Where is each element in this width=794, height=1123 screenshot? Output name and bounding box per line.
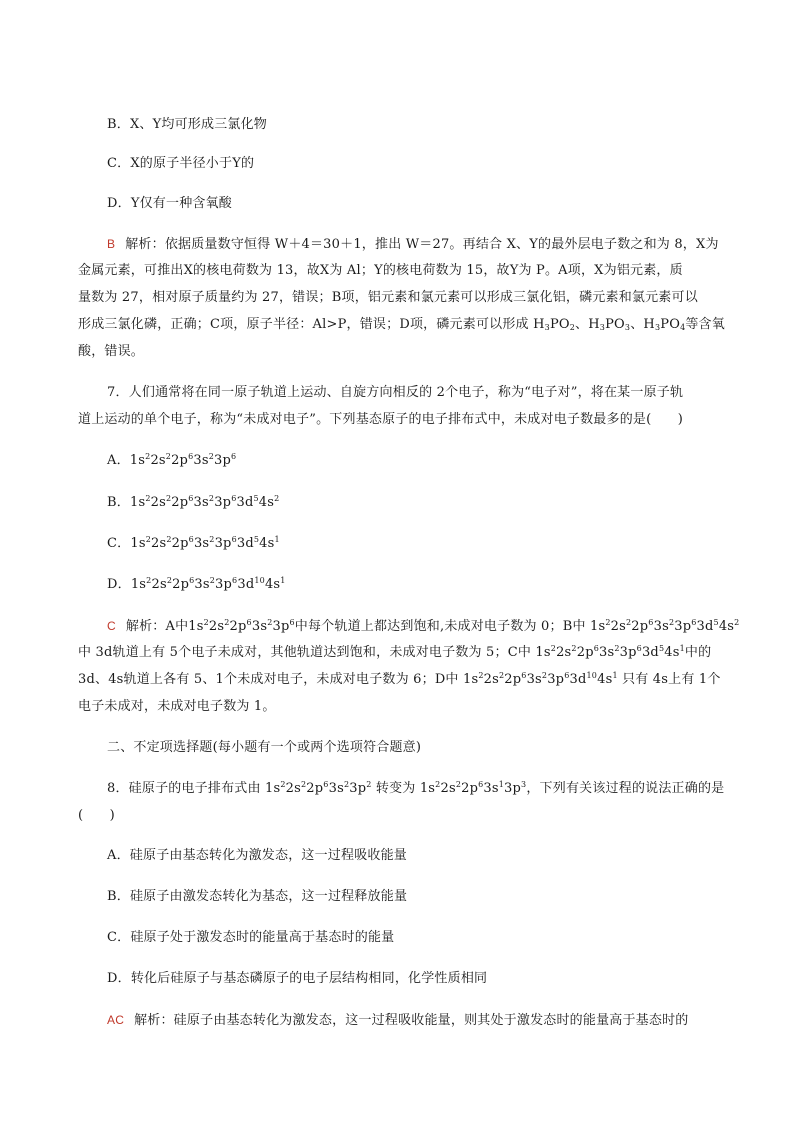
q7-answer-line-3: 3d、4s轨道上各有 5、1个未成对电子，未成对电子数为 6；D中 $1s^22s^22p^63s^23p^63d^{10}4s^1$ 只有 4s上有 1个: [78, 671, 721, 687]
q6-answer-line-4: 形成三氯化磷，正确；C项，原子半径：Al>P，错误；D项，磷元素可以形成 $H_3PO_2$、$H_3PO_3$、$H_3PO_4$等含氧: [78, 317, 725, 332]
answer-mark: C: [107, 619, 116, 633]
q6-answer-line-1: B 解析：依据质量数守恒得 W＋4＝30＋1，推出 W＝27。再结合 X、Y的最外层电子数之和为 8，X为: [107, 237, 719, 252]
q8-answer-line-1: AC 解析：硅原子由基态转化为激发态，这一过程吸收能量，则其处于激发态时的能量高于基态时的: [107, 1013, 689, 1028]
q7-answer-line-1: C 解析：A中$1s^22s^22p^63s^23p^6$中每个轨道上都达到饱和,未成对电子数为 0；B中 $1s^22s^22p^63s^23p^63d^54s^2$: [107, 618, 740, 634]
q7-stem-line-1: 7．人们通常将在同一原子轨道上运动、自旋方向相反的 2个电子，称为“电子对”，将在某一原子轨: [107, 385, 684, 400]
q7-answer-line-4: 电子未成对，未成对电子数为 1。: [78, 699, 276, 714]
section-heading: 二、不定项选择题(每小题有一个或两个选项符合题意): [107, 740, 422, 755]
answer-mark: AC: [107, 1013, 125, 1027]
q7-option-d: D．$1s^22s^22p^63s^23p^63d^{10}4s^1$: [107, 576, 286, 592]
q6-answer-line-5: 酸，错误。: [78, 344, 145, 359]
q8-option-a: A．硅原子由基态转化为激发态，这一过程吸收能量: [107, 848, 407, 863]
q8-stem-line-2: ( ): [78, 808, 115, 823]
q6-option-b: B．X、Y均可形成三氯化物: [107, 117, 267, 132]
q8-stem-line-1: 8．硅原子的电子排布式由 $1s^22s^22p^63s^23p^2$ 转变为 $1s^22s^22p^63s^13p^3$，下列有关该过程的说法正确的是: [107, 780, 725, 796]
q7-stem-line-2: 道上运动的单个电子，称为“未成对电子”。下列基态原子的电子排布式中，未成对电子数最多的是( ): [78, 412, 684, 427]
q6-answer-line-3: 量数为 27，相对原子质量约为 27，错误；B项，铝元素和氯元素可以形成三氯化铝，磷元素和氯元素可以: [78, 290, 698, 305]
q6-answer-line-2: 金属元素，可推出X的核电荷数为 13，故X为 Al；Y的核电荷数为 15，故Y为 P。A项，X为铝元素，质: [78, 263, 683, 278]
q6-option-d: D．Y仅有一种含氧酸: [107, 196, 233, 211]
q7-answer-line-2: 中 3d轨道上有 5个电子未成对，其他轨道达到饱和，未成对电子数为 5；C中 $1s^22s^22p^63s^23p^63d^54s^1$中的: [78, 644, 712, 660]
q7-option-b: B．$1s^22s^22p^63s^23p^63d^54s^2$: [107, 494, 280, 510]
q8-option-b: B．硅原子由激发态转化为基态，这一过程释放能量: [107, 889, 408, 904]
q7-option-a: A．$1s^22s^22p^63s^23p^6$: [107, 452, 237, 468]
q6-option-c: C．X的原子半径小于Y的: [107, 156, 255, 171]
q8-option-c: C．硅原子处于激发态时的能量高于基态时的能量: [107, 930, 395, 945]
q8-option-d: D．转化后硅原子与基态磷原子的电子层结构相同，化学性质相同: [107, 971, 488, 986]
answer-mark: B: [107, 237, 116, 251]
q7-option-c: C．$1s^22s^22p^63s^23p^63d^54s^1$: [107, 535, 280, 551]
